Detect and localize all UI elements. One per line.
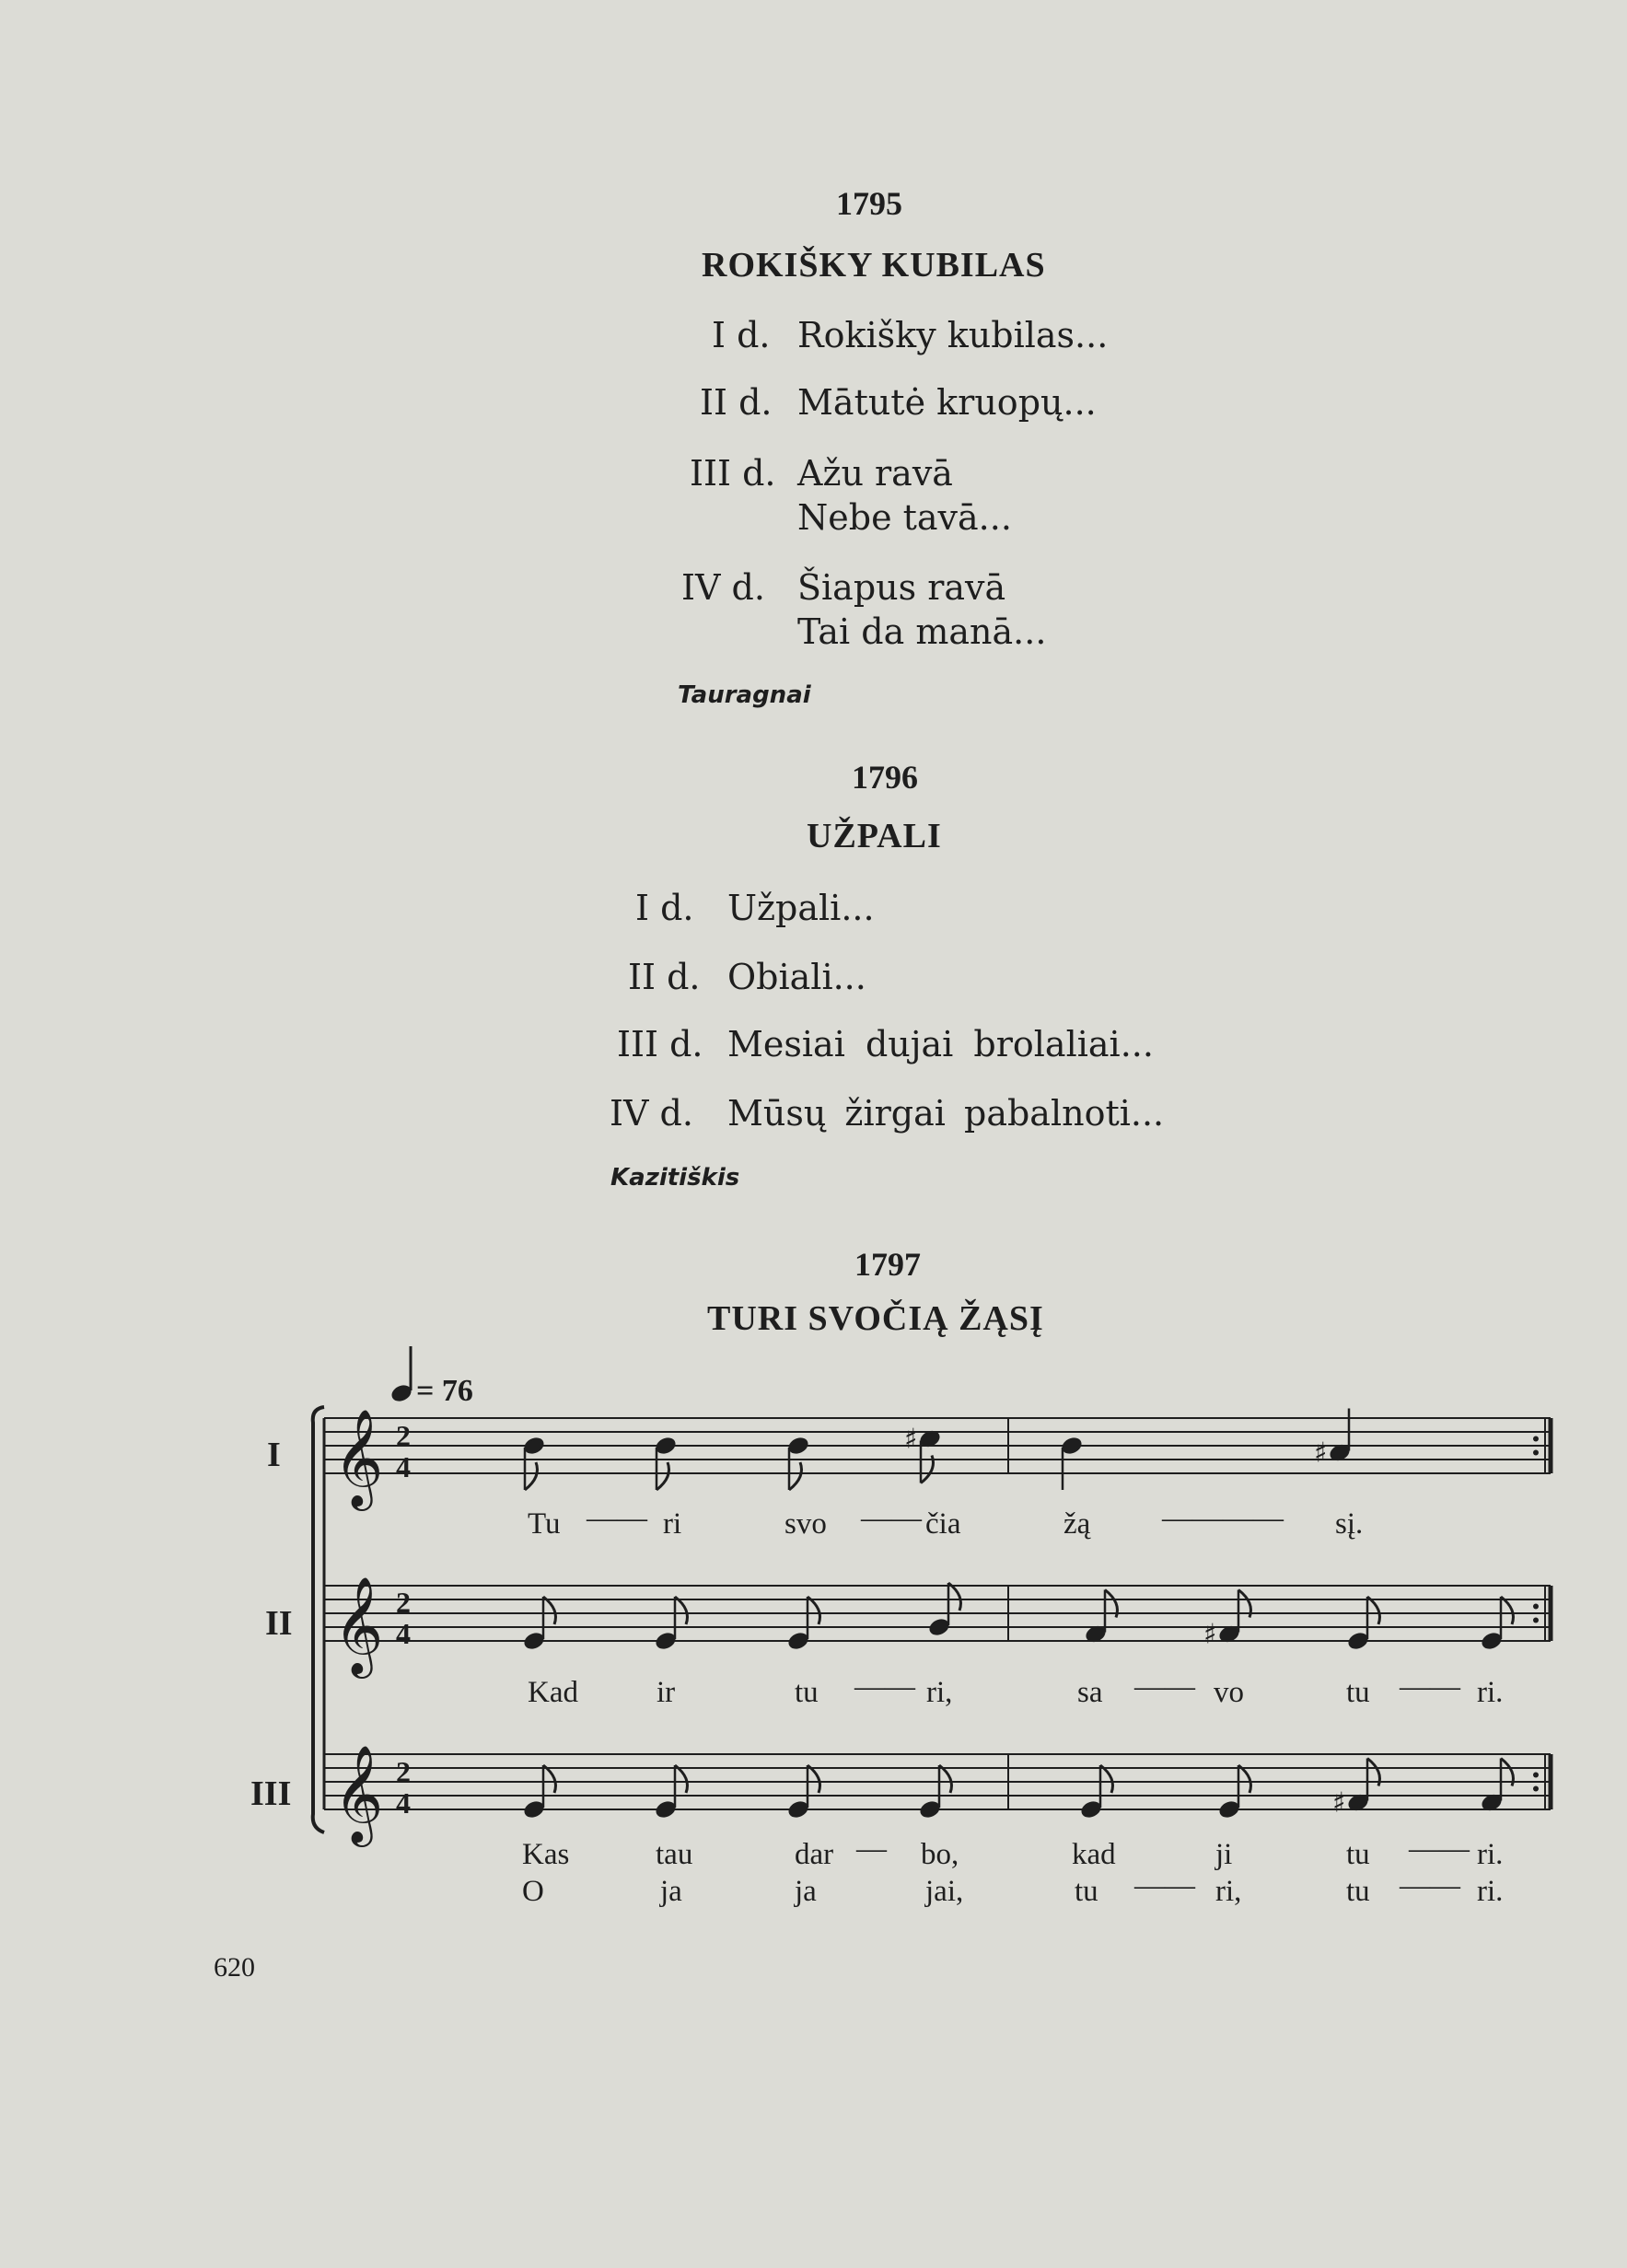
sharp-icon: ♯ xyxy=(1314,1436,1328,1470)
hyphen-dash: —— xyxy=(854,1670,915,1704)
note-flag xyxy=(657,1462,669,1490)
lyric: ri. xyxy=(1477,1875,1504,1908)
hyphen-dash: — xyxy=(856,1832,887,1866)
time-sig-top: 2 xyxy=(396,1586,411,1619)
repeat-dot xyxy=(1533,1436,1539,1442)
lyric: vo xyxy=(1214,1676,1244,1709)
treble-clef-icon: 𝄞 xyxy=(333,1576,384,1674)
note-flag xyxy=(675,1765,688,1793)
verse-label: III d. xyxy=(617,1024,703,1064)
verse-line: Obiali... xyxy=(727,957,866,997)
verse-label: I d. xyxy=(712,315,771,355)
lyric: Tu xyxy=(528,1507,561,1541)
lyric: ri, xyxy=(926,1676,953,1709)
sharp-icon: ♯ xyxy=(904,1423,918,1456)
lyric: kad xyxy=(1072,1838,1116,1871)
verse-line: Užpali... xyxy=(727,888,875,928)
repeat-dot xyxy=(1533,1786,1539,1792)
note-flag xyxy=(808,1597,820,1624)
note-flag xyxy=(675,1597,688,1624)
verse-line: Tai da manā... xyxy=(797,611,1047,652)
sharp-icon: ♯ xyxy=(1203,1618,1217,1651)
song-number: 1797 xyxy=(854,1246,921,1283)
part-label: I xyxy=(267,1436,281,1474)
lyric: tau xyxy=(656,1838,693,1871)
song-title: ROKIŠKY KUBILAS xyxy=(702,246,1046,285)
hyphen-dash: —— xyxy=(1400,1670,1460,1704)
part-label: III xyxy=(250,1774,292,1813)
note-flag xyxy=(525,1462,538,1490)
lyric: tu xyxy=(1346,1875,1370,1908)
repeat-dot xyxy=(1533,1604,1539,1610)
note-flag xyxy=(543,1765,556,1793)
system-bracket xyxy=(313,1407,324,1832)
hyphen-dash: —— xyxy=(1134,1670,1195,1704)
lyric: O xyxy=(522,1875,544,1908)
note-flag xyxy=(808,1765,820,1793)
lyric: tu xyxy=(1346,1838,1370,1871)
lyric: ri. xyxy=(1477,1676,1504,1709)
lyric: dar xyxy=(795,1838,834,1871)
place-name: Kazitiškis xyxy=(610,1164,740,1192)
hyphen-dash: —— xyxy=(587,1502,647,1535)
treble-clef-icon: 𝄞 xyxy=(333,1744,384,1843)
verse-label: IV d. xyxy=(681,567,765,608)
tempo-note-icon xyxy=(389,1346,414,1404)
lyric: tu xyxy=(1346,1676,1370,1709)
sharp-icon: ♯ xyxy=(1332,1786,1346,1820)
verse-line: Mesiai dujai brolaliai... xyxy=(727,1024,1154,1064)
hyphen-dash: —— xyxy=(1400,1869,1460,1902)
hyphen-dash: —— xyxy=(1134,1869,1195,1902)
time-sig-top: 2 xyxy=(396,1755,411,1788)
verse-label: II d. xyxy=(628,957,701,997)
repeat-dot xyxy=(1533,1618,1539,1623)
verse-line: Rokišky kubilas... xyxy=(797,315,1109,355)
lyric: ji xyxy=(1215,1838,1233,1871)
verse-line: Mūsų žirgai pabalnoti... xyxy=(727,1093,1165,1134)
hyphen-dash: —— xyxy=(861,1502,922,1535)
song-title: TURI SVOČIĄ ŽĄSĮ xyxy=(707,1299,1044,1338)
hyphen-dash: ———— xyxy=(1162,1502,1284,1535)
treble-clef-icon: 𝄞 xyxy=(333,1408,384,1506)
repeat-dot xyxy=(1533,1450,1539,1456)
time-sig-bottom: 4 xyxy=(396,1450,411,1483)
time-sig-top: 2 xyxy=(396,1419,411,1452)
lyric: ja xyxy=(660,1875,682,1908)
lyric: Kad xyxy=(528,1676,578,1709)
notes xyxy=(522,1409,1514,1820)
note-flag xyxy=(789,1462,802,1490)
lyric: ri, xyxy=(1215,1875,1242,1908)
note-flag xyxy=(1367,1597,1380,1624)
verse-label: I d. xyxy=(635,888,694,928)
time-sig-bottom: 4 xyxy=(396,1786,411,1820)
verse-line: Nebe tavā... xyxy=(797,497,1012,538)
song-title: UŽPALI xyxy=(807,817,942,855)
lyric: ir xyxy=(657,1676,676,1709)
song-number: 1795 xyxy=(836,185,902,222)
page-number: 620 xyxy=(214,1952,255,1983)
verse-line: Ažu ravā xyxy=(797,453,953,494)
repeat-dot xyxy=(1533,1773,1539,1778)
note-flag xyxy=(1100,1765,1113,1793)
note-flag xyxy=(1501,1597,1514,1624)
lyric: bo, xyxy=(921,1838,959,1871)
lyric: ja xyxy=(795,1875,817,1908)
song-number: 1796 xyxy=(852,759,918,796)
lyric: čia xyxy=(925,1507,961,1541)
lyric: tu xyxy=(795,1676,819,1709)
note-flag xyxy=(939,1765,952,1793)
lyric: Kas xyxy=(522,1838,570,1871)
lyric: sį. xyxy=(1335,1507,1364,1541)
verse-label: II d. xyxy=(700,382,773,423)
lyric: sa xyxy=(1077,1676,1103,1709)
note-flag xyxy=(1238,1765,1251,1793)
tempo-text: = 76 xyxy=(416,1374,473,1408)
lyric: jai, xyxy=(925,1875,964,1908)
place-name: Tauragnai xyxy=(678,681,811,709)
hyphen-dash: —— xyxy=(1409,1832,1470,1866)
verse-line: Šiapus ravā xyxy=(797,567,1006,608)
time-sig-bottom: 4 xyxy=(396,1617,411,1650)
lyric: ri. xyxy=(1477,1838,1504,1871)
lyric: žą xyxy=(1063,1507,1091,1541)
verse-label: IV d. xyxy=(610,1093,693,1134)
lyric: svo xyxy=(784,1507,827,1541)
part-label: II xyxy=(265,1604,293,1643)
note-flag xyxy=(948,1583,961,1611)
lyric: ri xyxy=(663,1507,682,1541)
verse-line: Mātutė kruopų... xyxy=(797,382,1097,423)
note-flag xyxy=(543,1597,556,1624)
verse-label: III d. xyxy=(690,453,776,494)
lyric: tu xyxy=(1075,1875,1098,1908)
